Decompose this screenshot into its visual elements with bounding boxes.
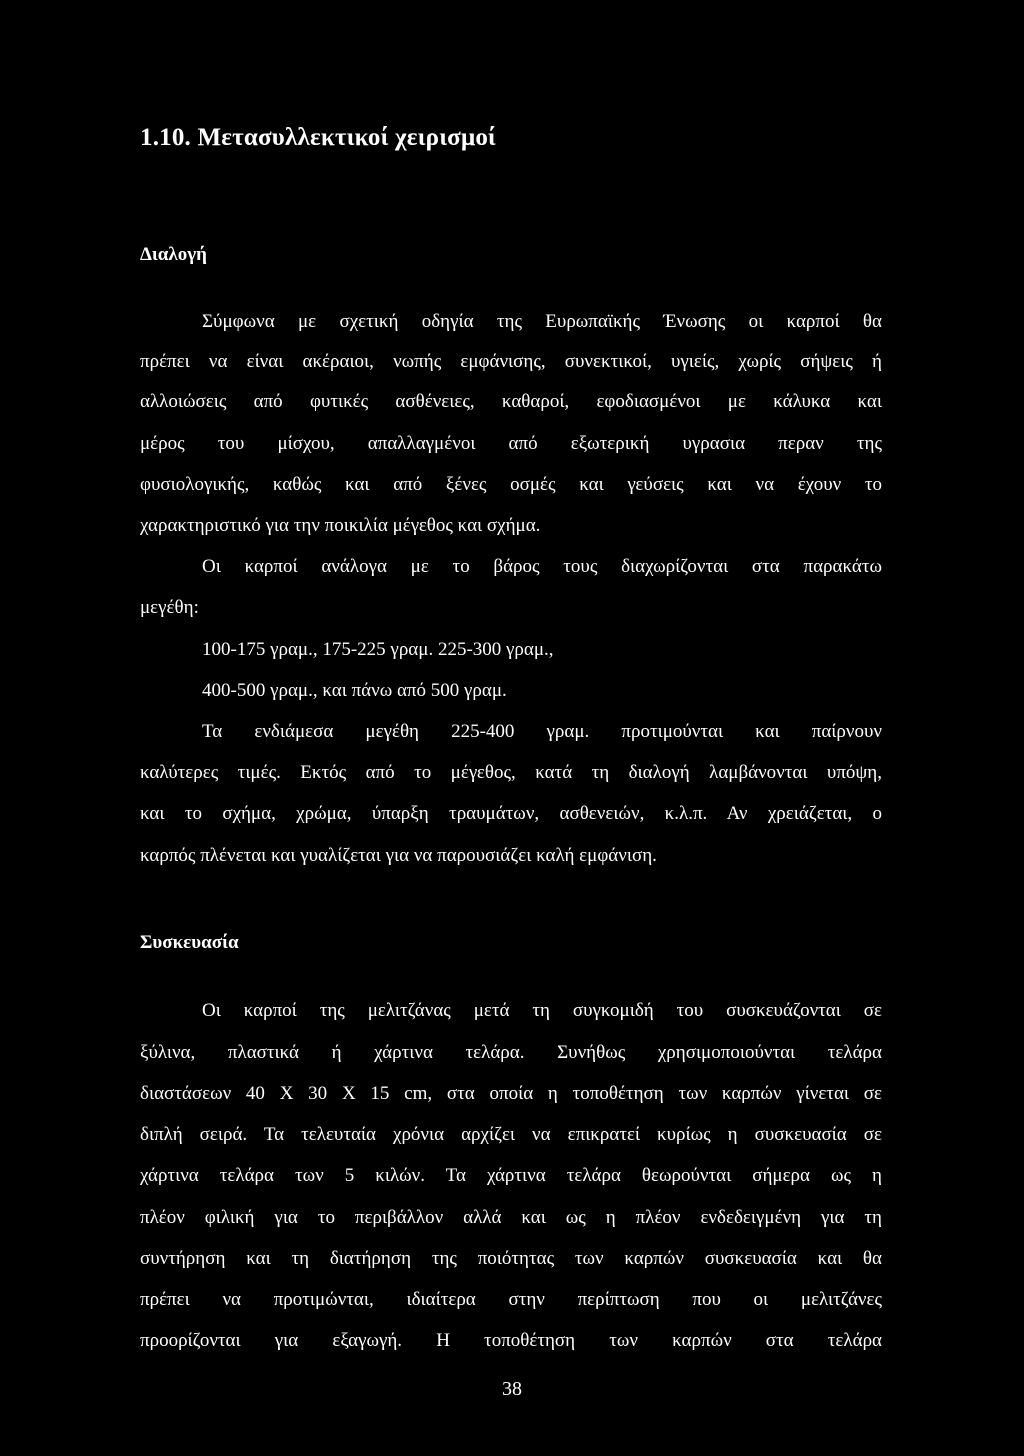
subheading-sorting: Διαλογή <box>140 244 207 265</box>
paragraph-line: Τα ενδιάμεσα μεγέθη 225-400 γραμ. προτιμούνται και παίρνουν <box>202 721 882 742</box>
paragraph-line: ξύλινα, πλαστικά ή χάρτινα τελάρα. Συνήθως χρησιμοποιούνται τελάρα <box>140 1042 882 1063</box>
paragraph-line: συντήρηση και τη διατήρηση της ποιότητας των καρπών συσκευασία και θα <box>140 1248 882 1269</box>
paragraph-line: πλέον φιλική για το περιβάλλον αλλά και ως η πλέον ενδεδειγμένη για τη <box>140 1207 882 1228</box>
paragraph-line: Οι καρποί ανάλογα με το βάρος τους διαχωρίζονται στα παρακάτω <box>202 556 882 577</box>
paragraph-line: πρέπει να προτιμώνται, ιδιαίτερα στην περίπτωση που οι μελιτζάνες <box>140 1289 882 1310</box>
paragraph-line: Οι καρποί της μελιτζάνας μετά τη συγκομιδή του συσκευάζονται σε <box>202 1000 882 1021</box>
paragraph-line: Σύμφωνα με σχετική οδηγία της Ευρωπαϊκής Ένωσης οι καρποί θα <box>202 311 882 332</box>
paragraph-line: πρέπει να είναι ακέραιοι, νωπής εμφάνισης, συνεκτικοί, υγιείς, χωρίς σήψεις ή <box>140 351 882 372</box>
section-title: 1.10. Μετασυλλεκτικοί χειρισμοί <box>140 124 496 151</box>
size-range-line: 400-500 γραμ., και πάνω από 500 γραμ. <box>202 680 507 701</box>
paragraph-line: διπλή σειρά. Τα τελευταία χρόνια αρχίζει να επικρατεί κυρίως η συσκευασία σε <box>140 1124 882 1145</box>
paragraph-line: καλύτερες τιμές. Εκτός από το μέγεθος, κατά τη διαλογή λαμβάνονται υπόψη, <box>140 762 882 783</box>
paragraph-line: φυσιολογικής, καθώς και από ξένες οσμές και γεύσεις και να έχουν το <box>140 474 882 495</box>
paragraph-line: διαστάσεων 40 Χ 30 Χ 15 cm, στα οποία η τοποθέτηση των καρπών γίνεται σε <box>140 1083 882 1104</box>
paragraph-line: και το σχήμα, χρώμα, ύπαρξη τραυμάτων, ασθενειών, κ.λ.π. Αν χρειάζεται, ο <box>140 803 882 824</box>
paragraph-line: καρπός πλένεται και γυαλίζεται για να παρουσιάζει καλή εμφάνιση. <box>140 845 657 866</box>
paragraph-line: μεγέθη: <box>140 597 199 618</box>
paragraph-line: μέρος του μίσχου, απαλλαγμένοι από εξωτερική υγρασια περαν της <box>140 433 882 454</box>
page-number: 38 <box>502 1378 522 1400</box>
paragraph-line: χαρακτηριστικό για την ποικιλία μέγεθος και σχήμα. <box>140 515 541 536</box>
subheading-packaging: Συσκευασία <box>140 932 239 953</box>
paragraph-line: αλλοιώσεις από φυτικές ασθένειες, καθαροί, εφοδιασμένοι με κάλυκα και <box>140 391 882 412</box>
size-range-line: 100-175 γραμ., 175-225 γραμ. 225-300 γραμ., <box>202 639 554 660</box>
paragraph-line: χάρτινα τελάρα των 5 κιλών. Τα χάρτινα τελάρα θεωρούνται σήμερα ως η <box>140 1165 882 1186</box>
paragraph-line: προορίζονται για εξαγωγή. Η τοποθέτηση των καρπών στα τελάρα <box>140 1330 882 1351</box>
